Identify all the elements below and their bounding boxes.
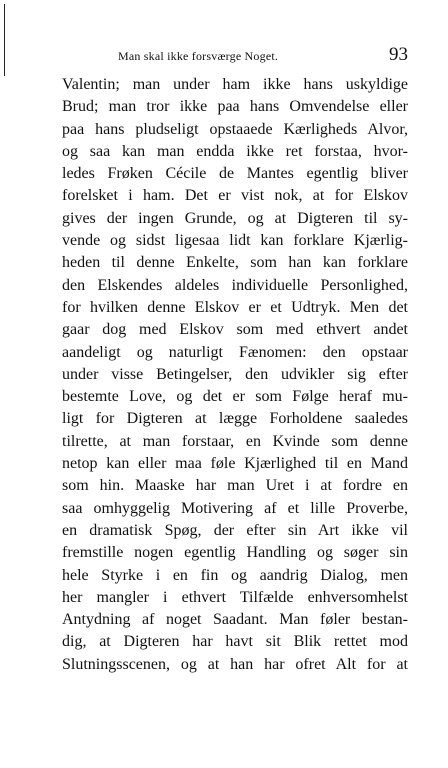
text-line: Antydning af noget Saadant. Man føler bestan- <box>62 611 408 629</box>
running-title: Man skal ikke forsværge Noget. <box>118 49 279 63</box>
text-line: hele Styrke i en fin og aandrig Dialog, men <box>62 566 408 584</box>
text-line: som hin. Maaske har man Uret i at fordre en <box>62 477 408 495</box>
text-line: vende og sidst ligesaa lidt kan forklare Kjærlig- <box>62 232 408 250</box>
text-line: den Elskendes aldeles individuelle Personlighed, <box>62 276 408 294</box>
page-edge-line <box>4 4 5 76</box>
text-line: saa omhyggelig Motivering af et lille Proverbe, <box>62 499 408 517</box>
text-line: gives der ingen Grunde, og at Digteren til sy- <box>62 209 408 227</box>
text-line: Brud; man tror ikke paa hans Omvendelse eller <box>62 98 408 116</box>
body-text <box>62 74 408 676</box>
text-line: aandeligt og naturligt Fænomen: den opstaar <box>62 343 408 361</box>
text-line: under visse Betingelser, den udvikler sig efter <box>62 365 408 383</box>
page-number: 93 <box>389 44 408 65</box>
text-line: ledes Frøken Cécile de Mantes egentlig bliver <box>62 165 408 183</box>
text-line: og saa kan man endda ikke ret forstaa, hvor- <box>62 142 408 160</box>
text-line: heden til denne Enkelte, som han kan forklare <box>62 254 408 272</box>
text-line: Valentin; man under ham ikke hans uskyldige <box>62 76 408 93</box>
text-line: tilrette, at man forstaar, en Kvinde som denne <box>62 432 408 450</box>
text-line: Slutningsscenen, og at han har ofret Alt for at <box>62 655 408 673</box>
text-line: dig, at Digteren har havt sit Blik rettet mod <box>62 633 408 651</box>
text-line: her mangler i ethvert Tilfælde enhversomhelst <box>62 588 408 606</box>
text-line: paa hans pludseligt opstaaede Kærligheds Alvor, <box>62 120 408 138</box>
text-line: en dramatisk Spøg, der efter sin Art ikke vil <box>62 521 408 539</box>
text-line: fremstille nogen egentlig Handling og søger sin <box>62 544 408 562</box>
text-line: ligt for Digteren at lægge Forholdene saaledes <box>62 410 408 428</box>
text-line: gaar dog med Elskov som med ethvert andet <box>62 321 408 339</box>
text-line: netop kan eller maa føle Kjærlighed til en Mand <box>62 455 408 473</box>
running-head <box>62 44 408 66</box>
text-line: for hvilken denne Elskov er et Udtryk. Men det <box>62 298 408 316</box>
text-line: forelsket i ham. Det er vist nok, at for Elskov <box>62 187 408 205</box>
text-line: bestemte Love, og det er som Følge heraf mu- <box>62 388 408 406</box>
